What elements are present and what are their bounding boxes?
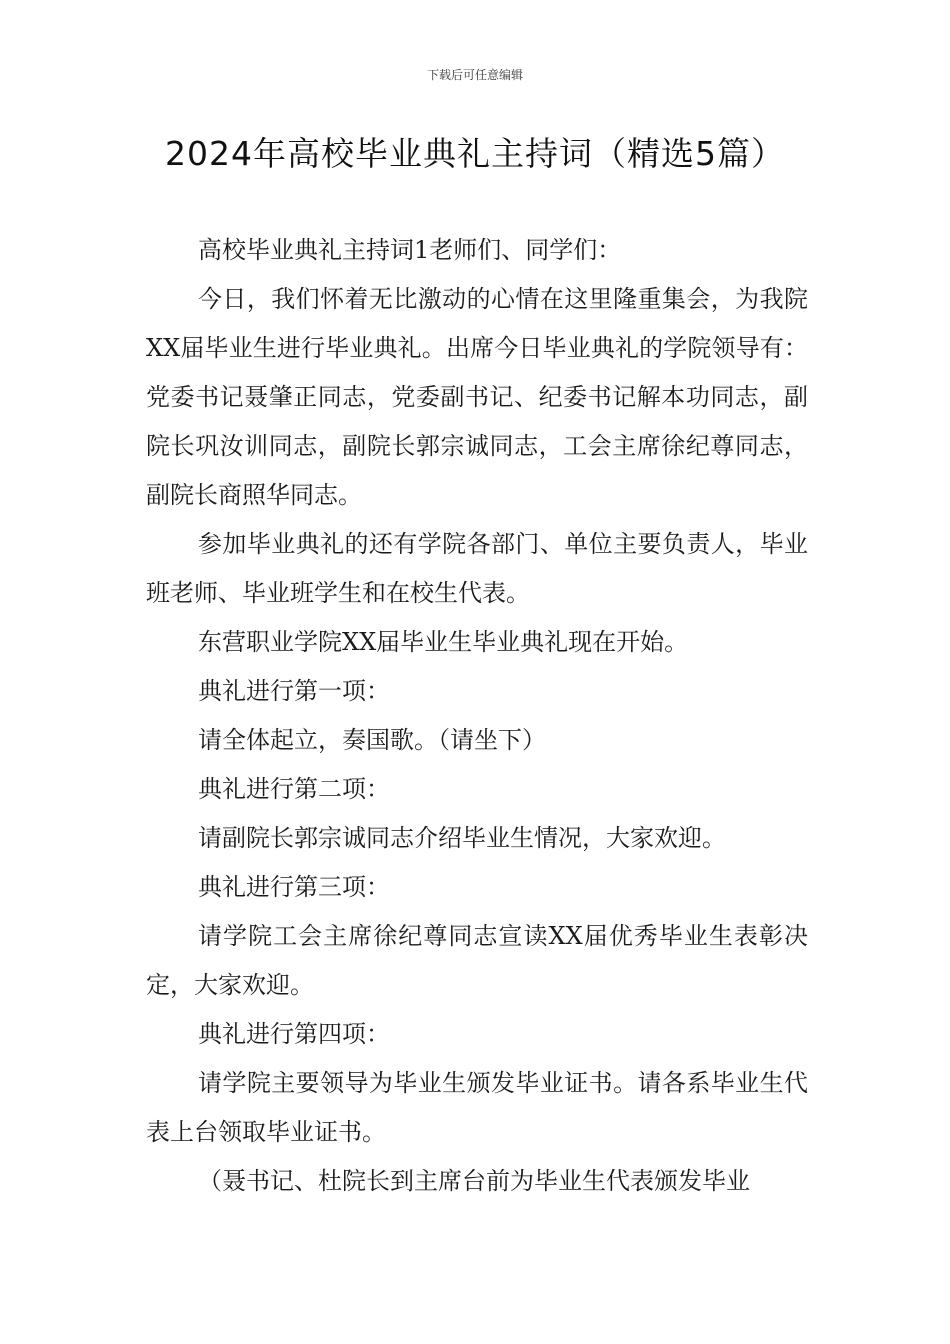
document-body <box>146 226 808 1206</box>
paragraph-8: 请副院长郭宗诚同志介绍毕业生情况，大家欢迎。 <box>198 824 726 852</box>
paragraph-9: 典礼进行第三项： <box>198 873 390 901</box>
paragraph-2: 今日，我们怀着无比激动的心情在这里隆重集会，为我院XX届毕业生进行毕业典礼。出席今日毕业典礼的学院领导有：党委书记聂肇正同志，党委副书记、纪委书记解本功同志，副院长巩汝训同志，副院长郭宗诚同志，工会主席徐纪尊同志，副院长商照华同志。 <box>146 285 808 509</box>
paragraph-3: 参加毕业典礼的还有学院各部门、单位主要负责人，毕业班老师、毕业班学生和在校生代表。 <box>146 530 808 607</box>
document-title: 2024年高校毕业典礼主持词（精选5篇） <box>165 134 785 173</box>
paragraph-10: 请学院工会主席徐纪尊同志宣读XX届优秀毕业生表彰决定，大家欢迎。 <box>146 922 808 999</box>
paragraph-13: （聂书记、杜院长到主席台前为毕业生代表颁发毕业 <box>198 1167 750 1195</box>
paragraph-5: 典礼进行第一项： <box>198 677 390 705</box>
paragraph-4: 东营职业学院XX届毕业生毕业典礼现在开始。 <box>198 628 689 656</box>
paragraph-6: 请全体起立，奏国歌。（请坐下） <box>198 726 546 754</box>
paragraph-7: 典礼进行第二项： <box>198 775 390 803</box>
paragraph-12: 请学院主要领导为毕业生颁发毕业证书。请各系毕业生代表上台领取毕业证书。 <box>146 1069 808 1146</box>
paragraph-1: 高校毕业典礼主持词1老师们、同学们： <box>198 236 622 264</box>
header-note: 下载后可任意编辑 <box>426 68 523 82</box>
paragraph-11: 典礼进行第四项： <box>198 1020 390 1048</box>
